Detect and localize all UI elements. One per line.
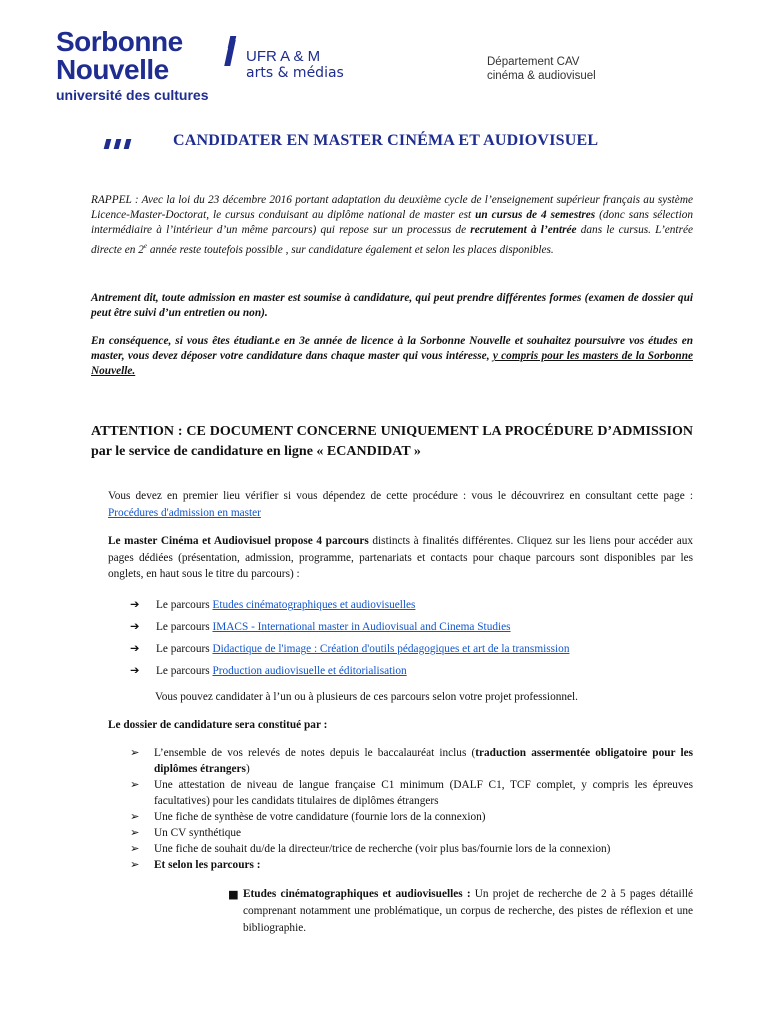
consequence-text: En conséquence, si vous êtes étudiant.e en 3e année de licence à la Sorbonne Nouvelle et souhaitez poursuivre vos études en master, vous devez déposer votre candidature dans chaque master qui vous intéresse, bbox=[91, 335, 693, 363]
parcours-link-etudes[interactable]: Etudes cinématographiques et audiovisuelles bbox=[212, 599, 416, 611]
bullet-icon: ➢ bbox=[130, 778, 140, 791]
rappel-bold-d: recrutement à l’entrée bbox=[470, 224, 577, 237]
candidater-paragraph: Vous pouvez candidater à l’un ou à plusieurs de ces parcours selon votre projet professionnel. bbox=[155, 691, 578, 703]
dossier-item-text: L’ensemble de vos relevés de notes depuis le baccalauréat inclus ( bbox=[154, 747, 476, 759]
arrow-icon: ➔ bbox=[130, 620, 140, 633]
master-intro-bold: Le master Cinéma et Audiovisuel propose 4 parcours bbox=[108, 535, 369, 547]
page-title: CANDIDATER EN MASTER CINÉMA ET AUDIOVISUEL bbox=[173, 132, 599, 149]
rappel-bold-b: un cursus de 4 semestres bbox=[475, 209, 596, 222]
arrow-icon: ➔ bbox=[130, 598, 140, 611]
parcours-link-imacs[interactable]: IMACS - International master in Audiovisual and Cinema Studies bbox=[212, 621, 511, 633]
verify-text: Vous devez en premier lieu vérifier si vous dépendez de cette procédure : vous le découvrirez en consultant cette page : bbox=[108, 490, 693, 502]
list-item bbox=[130, 809, 693, 825]
master-intro-paragraph bbox=[108, 533, 693, 583]
list-item bbox=[130, 841, 693, 857]
dossier-title: Le dossier de candidature sera constitué par : bbox=[108, 719, 328, 731]
square-bullet-icon: ■ bbox=[228, 888, 239, 901]
admission-procedures-link[interactable]: Procédures d'admission en master bbox=[108, 506, 261, 519]
attention-heading: ATTENTION : CE DOCUMENT CONCERNE UNIQUEMENT LA PROCÉDURE D’ADMISSION par le service de candidature en ligne « ECANDIDAT » bbox=[91, 424, 693, 459]
parcours-link-didactique[interactable]: Didactique de l'image : Création d'outils pédagogiques et art de la transmission bbox=[212, 643, 570, 655]
dossier-item-text: Une fiche de souhait du/de la directeur/trice de recherche (voir plus bas/fournie lors de la connexion) bbox=[154, 843, 611, 855]
sub-item-bold: Etudes cinématographiques et audiovisuelles : bbox=[243, 888, 471, 900]
dossier-item-text: Une fiche de synthèse de votre candidature (fournie lors de la connexion) bbox=[154, 811, 486, 823]
dossier-item-text: Une attestation de niveau de langue française C1 minimum (DALF C1, TCF complet, y compris les épreuves facultatives) pour les candidats titulaires de diplômes étrangers bbox=[154, 779, 693, 807]
list-item bbox=[130, 660, 569, 682]
bullet-icon: ➢ bbox=[130, 826, 140, 839]
consequence-underlined: y compris pour les masters de la Sorbonne Nouvelle. bbox=[91, 350, 693, 378]
arrow-icon: ➔ bbox=[130, 642, 140, 655]
sorbonne-nouvelle-logo bbox=[56, 28, 236, 103]
ufr-line-2: arts & médias bbox=[246, 65, 344, 81]
list-item bbox=[130, 594, 569, 616]
parcours-list bbox=[130, 594, 569, 682]
parcours-link-production[interactable]: Production audiovisuelle et éditorialisation bbox=[212, 665, 407, 677]
parcours-prefix: Le parcours bbox=[156, 621, 213, 633]
master-intro-text: distincts à finalités différentes. Cliquez sur les liens pour accéder aux pages dédiées (présentation, admission, programme, partenariats et contacts pour chaque parcours sont disponibles par les onglets, en haut sous le titre du parcours) : bbox=[108, 535, 694, 580]
rappel-sup: e bbox=[143, 241, 148, 250]
rappel-paragraph bbox=[91, 193, 693, 258]
consequence-paragraph bbox=[91, 334, 693, 380]
rappel-text-a: RAPPEL : Avec la loi du 23 décembre 2016 portant adaptation du deuxième cycle de l’enseignement supérieur français au système Licence-Master-Doctorat, le cursus conduisant au diplôme national de master est bbox=[91, 194, 693, 222]
logo-line-2: Nouvelle bbox=[56, 54, 169, 85]
parcours-prefix: Le parcours bbox=[156, 643, 213, 655]
list-item bbox=[130, 616, 569, 638]
list-item bbox=[130, 825, 693, 841]
parcours-prefix: Le parcours bbox=[156, 599, 213, 611]
sub-item-text: Un projet de recherche de 2 à 5 pages détaillé comprenant notamment une problématique, un corpus de recherche, des pistes de réflexion et une bibliographie. bbox=[243, 888, 693, 934]
rappel-text-e: dans le cursus. L’entrée directe en 2 bbox=[91, 224, 693, 256]
dossier-list bbox=[130, 745, 693, 873]
verify-paragraph bbox=[108, 488, 693, 521]
arrow-icon: ➔ bbox=[130, 664, 140, 677]
rappel-text-c: (donc sans sélection intermédiaire à l’intérieur d’un même parcours) qui repose sur un processus de bbox=[91, 209, 693, 237]
rappel-text-f: année reste toutefois possible , sur candidature également et selon les places disponibles. bbox=[147, 243, 554, 256]
list-item bbox=[130, 857, 693, 873]
logo-line-1: Sorbonne bbox=[56, 26, 183, 57]
sub-list-item bbox=[228, 886, 693, 937]
list-item bbox=[130, 638, 569, 660]
dept-line-2: cinéma & audiovisuel bbox=[487, 70, 596, 82]
ufr-line-1: UFR A & M bbox=[246, 48, 321, 65]
bullet-icon: ➢ bbox=[130, 842, 140, 855]
dossier-item-bold: traduction assermentée obligatoire pour les diplômes étrangers bbox=[154, 747, 693, 775]
bullet-icon: ➢ bbox=[130, 810, 140, 823]
dossier-item-bold: Et selon les parcours : bbox=[154, 859, 261, 871]
title-marks-icon bbox=[105, 136, 135, 154]
logo-subtitle: université des cultures bbox=[56, 87, 209, 103]
dossier-item-text: Un CV synthétique bbox=[154, 827, 242, 839]
bullet-icon: ➢ bbox=[130, 858, 140, 871]
list-item bbox=[130, 777, 693, 809]
autrement-paragraph: Antrement dit, toute admission en master est soumise à candidature, qui peut prendre différentes formes (examen de dossier qui peut être suivi d’un entretien ou non). bbox=[91, 292, 693, 320]
list-item bbox=[130, 745, 693, 777]
ufr-label bbox=[246, 48, 344, 82]
department-label bbox=[487, 55, 596, 83]
bullet-icon: ➢ bbox=[130, 746, 140, 759]
parcours-prefix: Le parcours bbox=[156, 665, 213, 677]
dossier-item-end: ) bbox=[245, 763, 250, 775]
dept-line-1: Département CAV bbox=[487, 56, 580, 68]
